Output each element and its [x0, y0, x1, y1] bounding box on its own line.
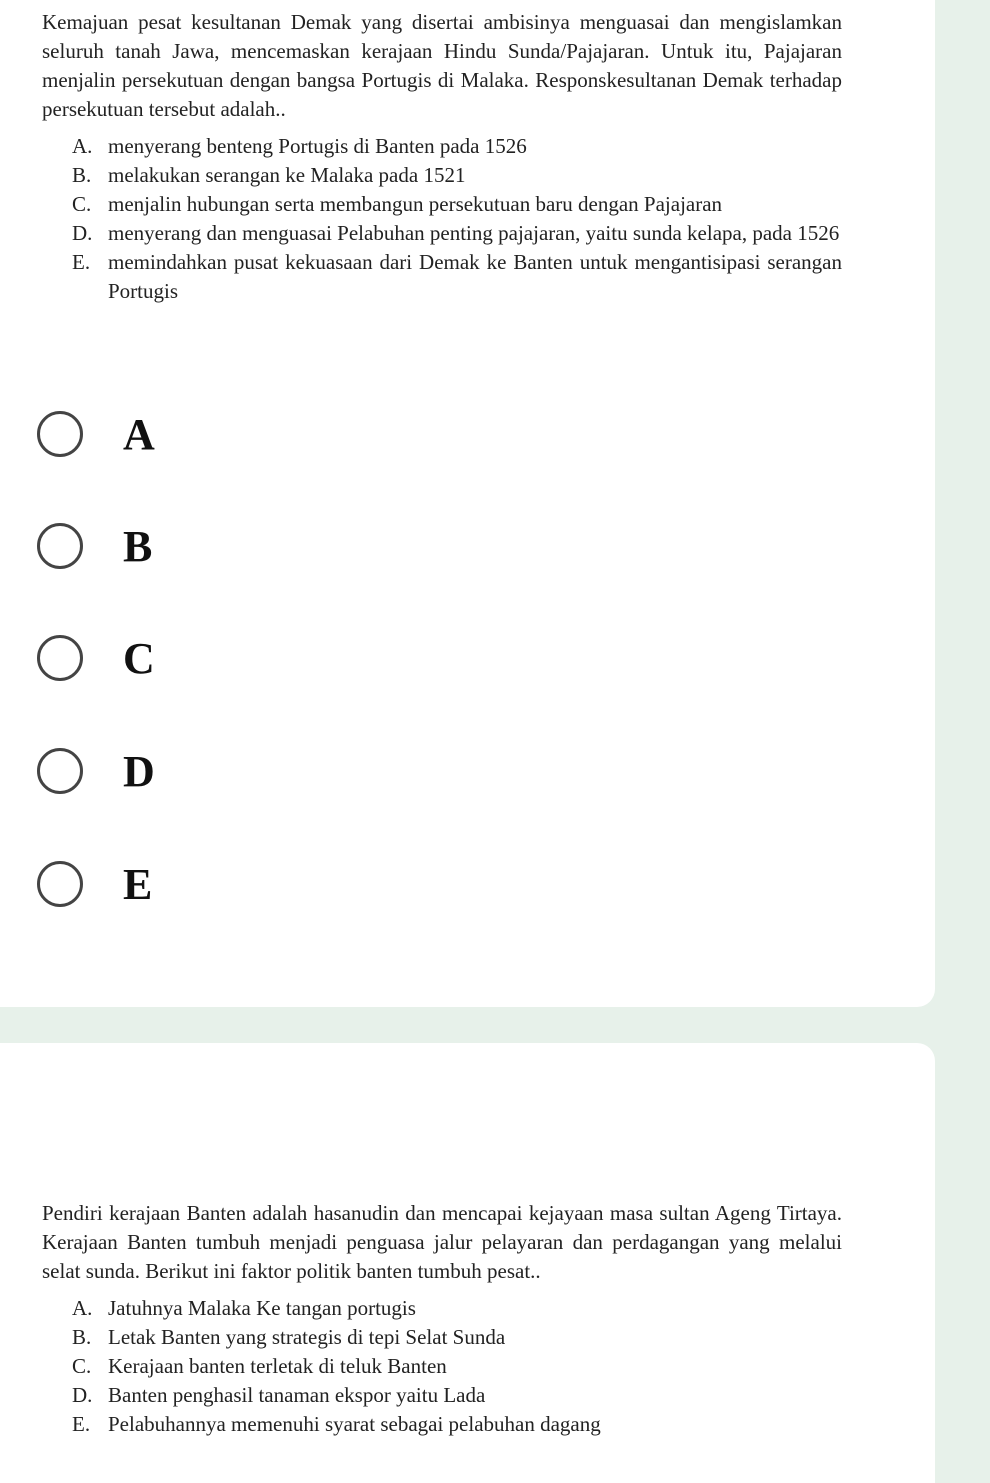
option-text-d: D. menyerang dan menguasai Pelabuhan penting pajajaran, yaitu sunda kelapa, pada 1526: [72, 221, 840, 245]
q2-option-text-c: C. Kerajaan banten terletak di teluk Banten: [72, 1354, 447, 1378]
option-text-b: B. melakukan serangan ke Malaka pada 1521: [72, 163, 466, 187]
radio-button-d[interactable]: [37, 748, 83, 794]
radio-button-c[interactable]: [37, 635, 83, 681]
choice-label-b: B: [123, 521, 153, 571]
q2-option-text-b: B. Letak Banten yang strategis di tepi Selat Sunda: [72, 1325, 506, 1349]
question-1-text: [42, 8, 842, 306]
radio-button-e[interactable]: [37, 861, 83, 907]
radio-button-a[interactable]: [37, 411, 83, 457]
q2-option-text-e: E. Pelabuhannya memenuhi syarat sebagai pelabuhan dagang: [72, 1412, 601, 1436]
answer-choice-e[interactable]: [37, 854, 337, 914]
question-2-stem: Pendiri kerajaan Banten adalah hasanudin dan mencapai kejayaan masa sultan Ageng Tirtaya. Kerajaan Banten tumbuh menjadi penguasa jalur pelayaran dan perdagangan yang melalui selat sunda. Berikut ini faktor politik banten tumbuh pesat..: [42, 1201, 842, 1283]
answer-choice-a[interactable]: [37, 404, 337, 464]
answer-choice-b[interactable]: [37, 516, 337, 576]
choice-label-d: D: [123, 746, 155, 796]
choice-label-a: A: [123, 409, 155, 459]
question-1-stem: Kemajuan pesat kesultanan Demak yang disertai ambisinya menguasai dan mengislamkan seluruh tanah Jawa, mencemaskan kerajaan Hindu Sunda/Pajajaran. Untuk itu, Pajajaran menjalin persekutuan dengan bangsa Portugis di Malaka. Responskesultanan Demak terhadap persekutuan tersebut adalah..: [42, 10, 842, 121]
question-2-options: [72, 1294, 842, 1439]
option-text-e: E. memindahkan pusat kekuasaan dari Demak ke Banten untuk mengantisipasi serangan Portugis: [72, 250, 842, 303]
q2-option-text-a: A. Jatuhnya Malaka Ke tangan portugis: [72, 1296, 416, 1320]
q2-option-text-d: D. Banten penghasil tanaman ekspor yaitu Lada: [72, 1383, 486, 1407]
option-text-c: C. menjalin hubungan serta membangun persekutuan baru dengan Pajajaran: [72, 192, 723, 216]
radio-button-b[interactable]: [37, 523, 83, 569]
question-1-options: [72, 132, 842, 306]
answer-choice-c[interactable]: [37, 628, 337, 688]
option-text-a: A. menyerang benteng Portugis di Banten pada 1526: [72, 134, 527, 158]
question-2-text: [42, 1199, 842, 1439]
choice-label-e: E: [123, 859, 153, 909]
choice-label-c: C: [123, 633, 155, 683]
answer-choice-d[interactable]: [37, 741, 337, 801]
